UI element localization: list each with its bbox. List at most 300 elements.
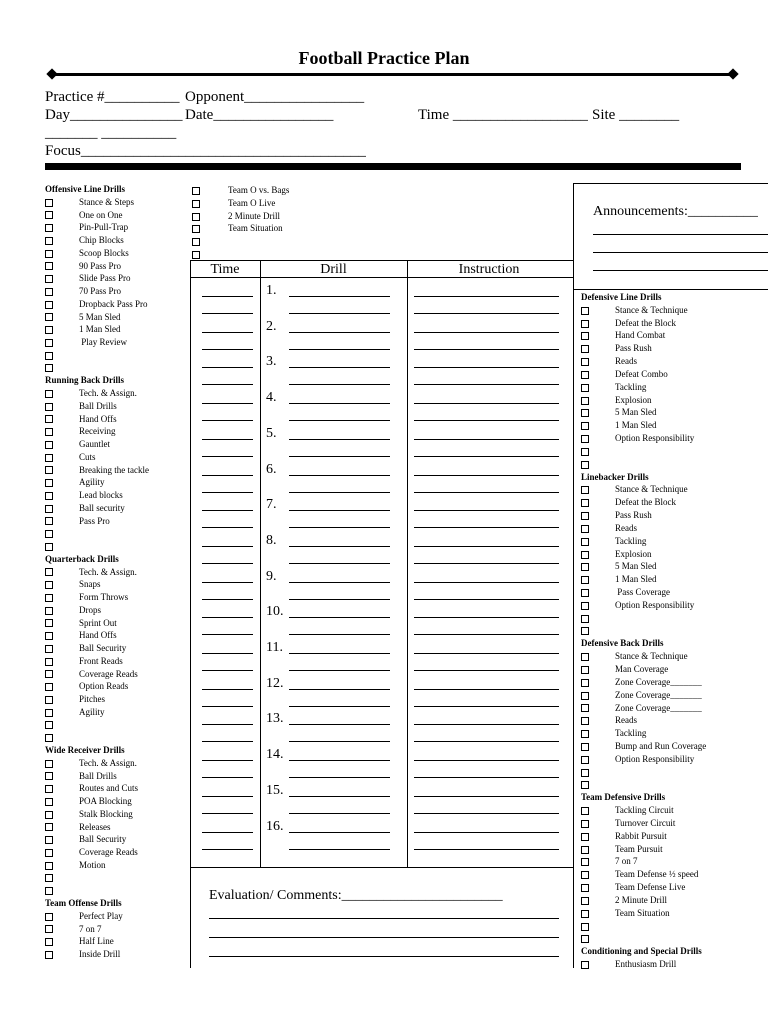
drill-item[interactable]	[45, 935, 190, 948]
drill-entry-line[interactable]	[289, 420, 390, 421]
time-entry-line[interactable]	[202, 510, 253, 511]
drill-item[interactable]	[45, 948, 190, 961]
drill-item[interactable]	[581, 650, 768, 663]
drill-entry-line[interactable]	[289, 741, 390, 742]
checkbox-icon[interactable]	[581, 743, 589, 751]
instruction-entry-line[interactable]	[414, 420, 559, 421]
drill-item[interactable]	[581, 663, 768, 676]
checkbox-icon[interactable]	[45, 785, 53, 793]
instruction-entry-line[interactable]	[414, 367, 559, 368]
day-field[interactable]: Day_______________	[45, 107, 183, 123]
practice-number-field[interactable]: Practice #__________	[45, 89, 180, 105]
checkbox-icon[interactable]	[581, 935, 589, 943]
checkbox-icon[interactable]	[581, 846, 589, 854]
checkbox-icon[interactable]	[581, 615, 589, 623]
drill-item[interactable]	[581, 920, 768, 933]
drill-item[interactable]	[581, 419, 768, 432]
drill-item[interactable]	[45, 260, 190, 273]
checkbox-icon[interactable]	[581, 422, 589, 430]
checkbox-icon[interactable]	[45, 339, 53, 347]
checkbox-icon[interactable]	[581, 576, 589, 584]
checkbox-icon[interactable]	[581, 358, 589, 366]
time-entry-line[interactable]	[202, 760, 253, 761]
checkbox-icon[interactable]	[581, 781, 589, 789]
drill-item[interactable]	[45, 209, 190, 222]
drill-item[interactable]	[45, 540, 190, 553]
checkbox-icon[interactable]	[45, 237, 53, 245]
drill-entry-line[interactable]	[289, 832, 390, 833]
drill-entry-line[interactable]	[289, 332, 390, 333]
drill-item[interactable]	[581, 689, 768, 702]
checkbox-icon[interactable]	[45, 734, 53, 742]
drill-item[interactable]	[581, 445, 768, 458]
checkbox-icon[interactable]	[45, 951, 53, 959]
drill-item[interactable]	[45, 923, 190, 936]
instruction-entry-line[interactable]	[414, 475, 559, 476]
drill-entry-line[interactable]	[289, 634, 390, 635]
instruction-entry-line[interactable]	[414, 582, 559, 583]
drill-item[interactable]	[581, 548, 768, 561]
drill-item[interactable]	[45, 668, 190, 681]
checkbox-icon[interactable]	[581, 627, 589, 635]
drill-item[interactable]	[581, 432, 768, 445]
time-entry-line[interactable]	[202, 617, 253, 618]
instruction-entry-line[interactable]	[414, 634, 559, 635]
drill-entry-line[interactable]	[289, 510, 390, 511]
checkbox-icon[interactable]	[581, 602, 589, 610]
checkbox-icon[interactable]	[45, 619, 53, 627]
drill-item[interactable]	[45, 196, 190, 209]
drill-item[interactable]	[581, 740, 768, 753]
drill-item[interactable]	[45, 336, 190, 349]
drill-item[interactable]	[45, 221, 190, 234]
drill-item[interactable]	[45, 770, 190, 783]
drill-item[interactable]	[581, 843, 768, 856]
checkbox-icon[interactable]	[45, 887, 53, 895]
time-entry-line[interactable]	[202, 367, 253, 368]
drill-item[interactable]	[45, 323, 190, 336]
checkbox-icon[interactable]	[581, 448, 589, 456]
drill-item[interactable]	[581, 586, 768, 599]
checkbox-icon[interactable]	[581, 923, 589, 931]
instruction-entry-line[interactable]	[414, 403, 559, 404]
drill-item[interactable]	[581, 958, 768, 971]
drill-item[interactable]	[192, 197, 342, 210]
drill-item[interactable]	[45, 413, 190, 426]
announce-line-3[interactable]	[593, 270, 768, 271]
drill-item[interactable]	[192, 222, 342, 235]
drill-item[interactable]	[45, 719, 190, 732]
drill-item[interactable]	[581, 355, 768, 368]
drill-entry-line[interactable]	[289, 777, 390, 778]
drill-item[interactable]	[581, 766, 768, 779]
time-entry-line[interactable]	[202, 599, 253, 600]
checkbox-icon[interactable]	[45, 530, 53, 538]
checkbox-icon[interactable]	[581, 897, 589, 905]
checkbox-icon[interactable]	[581, 858, 589, 866]
checkbox-icon[interactable]	[45, 772, 53, 780]
drill-item[interactable]	[45, 680, 190, 693]
drill-item[interactable]	[45, 846, 190, 859]
checkbox-icon[interactable]	[45, 709, 53, 717]
checkbox-icon[interactable]	[45, 479, 53, 487]
drill-item[interactable]	[581, 458, 768, 471]
drill-item[interactable]	[45, 731, 190, 744]
eval-line-1[interactable]	[209, 918, 559, 919]
drill-item[interactable]	[581, 394, 768, 407]
time-entry-line[interactable]	[202, 724, 253, 725]
checkbox-icon[interactable]	[45, 874, 53, 882]
drill-item[interactable]	[45, 833, 190, 846]
announce-line-2[interactable]	[593, 252, 768, 253]
drill-item[interactable]	[581, 573, 768, 586]
time-entry-line[interactable]	[202, 689, 253, 690]
checkbox-icon[interactable]	[581, 820, 589, 828]
checkbox-icon[interactable]	[45, 466, 53, 474]
time-entry-line[interactable]	[202, 653, 253, 654]
checkbox-icon[interactable]	[45, 913, 53, 921]
checkbox-icon[interactable]	[581, 538, 589, 546]
drill-item[interactable]	[581, 727, 768, 740]
instruction-entry-line[interactable]	[414, 599, 559, 600]
checkbox-icon[interactable]	[45, 683, 53, 691]
checkbox-icon[interactable]	[45, 288, 53, 296]
drill-item[interactable]	[581, 560, 768, 573]
drill-entry-line[interactable]	[289, 617, 390, 618]
drill-item[interactable]	[581, 817, 768, 830]
time-entry-line[interactable]	[202, 777, 253, 778]
checkbox-icon[interactable]	[45, 403, 53, 411]
instruction-entry-line[interactable]	[414, 777, 559, 778]
drill-item[interactable]	[45, 502, 190, 515]
checkbox-icon[interactable]	[45, 390, 53, 398]
instruction-entry-line[interactable]	[414, 384, 559, 385]
checkbox-icon[interactable]	[45, 364, 53, 372]
drill-item[interactable]	[45, 527, 190, 540]
checkbox-icon[interactable]	[581, 525, 589, 533]
drill-item[interactable]	[581, 907, 768, 920]
drill-entry-line[interactable]	[289, 456, 390, 457]
drill-item[interactable]	[45, 234, 190, 247]
drill-item[interactable]	[581, 317, 768, 330]
time-entry-line[interactable]	[202, 832, 253, 833]
drill-item[interactable]	[581, 406, 768, 419]
checkbox-icon[interactable]	[45, 836, 53, 844]
drill-item[interactable]	[581, 329, 768, 342]
drill-item[interactable]	[581, 599, 768, 612]
drill-entry-line[interactable]	[289, 313, 390, 314]
drill-item[interactable]	[581, 368, 768, 381]
checkbox-icon[interactable]	[45, 441, 53, 449]
time-entry-line[interactable]	[202, 582, 253, 583]
drill-item[interactable]	[45, 655, 190, 668]
drill-item[interactable]	[45, 298, 190, 311]
instruction-entry-line[interactable]	[414, 563, 559, 564]
drill-entry-line[interactable]	[289, 349, 390, 350]
drill-item[interactable]	[581, 522, 768, 535]
checkbox-icon[interactable]	[581, 666, 589, 674]
instruction-entry-line[interactable]	[414, 849, 559, 850]
drill-item[interactable]	[45, 451, 190, 464]
checkbox-icon[interactable]	[581, 871, 589, 879]
checkbox-icon[interactable]	[45, 938, 53, 946]
drill-item[interactable]	[581, 381, 768, 394]
checkbox-icon[interactable]	[581, 730, 589, 738]
drill-item[interactable]	[581, 612, 768, 625]
drill-entry-line[interactable]	[289, 403, 390, 404]
time-entry-line[interactable]	[202, 313, 253, 314]
time-entry-line[interactable]	[202, 439, 253, 440]
drill-entry-line[interactable]	[289, 599, 390, 600]
checkbox-icon[interactable]	[45, 568, 53, 576]
drill-item[interactable]	[192, 210, 342, 223]
time-entry-line[interactable]	[202, 563, 253, 564]
checkbox-icon[interactable]	[581, 551, 589, 559]
checkbox-icon[interactable]	[45, 326, 53, 334]
drill-item[interactable]	[581, 535, 768, 548]
drill-item[interactable]	[581, 868, 768, 881]
drill-item[interactable]	[45, 387, 190, 400]
checkbox-icon[interactable]	[581, 692, 589, 700]
checkbox-icon[interactable]	[581, 409, 589, 417]
checkbox-icon[interactable]	[581, 961, 589, 969]
drill-item[interactable]	[581, 881, 768, 894]
drill-entry-line[interactable]	[289, 670, 390, 671]
checkbox-icon[interactable]	[45, 211, 53, 219]
checkbox-icon[interactable]	[192, 225, 200, 233]
instruction-entry-line[interactable]	[414, 510, 559, 511]
instruction-entry-line[interactable]	[414, 796, 559, 797]
drill-item[interactable]	[45, 425, 190, 438]
checkbox-icon[interactable]	[45, 352, 53, 360]
checkbox-icon[interactable]	[45, 925, 53, 933]
drill-entry-line[interactable]	[289, 760, 390, 761]
checkbox-icon[interactable]	[45, 696, 53, 704]
checkbox-icon[interactable]	[45, 849, 53, 857]
checkbox-icon[interactable]	[581, 397, 589, 405]
checkbox-icon[interactable]	[192, 187, 200, 195]
instruction-entry-line[interactable]	[414, 296, 559, 297]
instruction-entry-line[interactable]	[414, 724, 559, 725]
drill-item[interactable]	[581, 342, 768, 355]
drill-entry-line[interactable]	[289, 582, 390, 583]
drill-item[interactable]	[581, 804, 768, 817]
checkbox-icon[interactable]	[581, 384, 589, 392]
drill-item[interactable]	[45, 884, 190, 897]
drill-item[interactable]	[45, 476, 190, 489]
checkbox-icon[interactable]	[45, 760, 53, 768]
checkbox-icon[interactable]	[581, 461, 589, 469]
checkbox-icon[interactable]	[45, 517, 53, 525]
drill-item[interactable]	[192, 184, 342, 197]
drill-entry-line[interactable]	[289, 439, 390, 440]
instruction-entry-line[interactable]	[414, 456, 559, 457]
drill-entry-line[interactable]	[289, 689, 390, 690]
drill-item[interactable]	[45, 782, 190, 795]
instruction-entry-line[interactable]	[414, 813, 559, 814]
checkbox-icon[interactable]	[581, 910, 589, 918]
checkbox-icon[interactable]	[192, 238, 200, 246]
time-entry-line[interactable]	[202, 634, 253, 635]
checkbox-icon[interactable]	[45, 301, 53, 309]
drill-item[interactable]	[581, 753, 768, 766]
checkbox-icon[interactable]	[581, 807, 589, 815]
instruction-entry-line[interactable]	[414, 527, 559, 528]
time-entry-line[interactable]	[202, 706, 253, 707]
drill-item[interactable]	[45, 515, 190, 528]
drill-item[interactable]	[192, 248, 342, 261]
instruction-entry-line[interactable]	[414, 706, 559, 707]
checkbox-icon[interactable]	[581, 704, 589, 712]
checkbox-icon[interactable]	[45, 415, 53, 423]
drill-item[interactable]	[581, 625, 768, 638]
drill-entry-line[interactable]	[289, 724, 390, 725]
checkbox-icon[interactable]	[45, 428, 53, 436]
drill-item[interactable]	[45, 438, 190, 451]
drill-item[interactable]	[45, 808, 190, 821]
instruction-entry-line[interactable]	[414, 653, 559, 654]
time-field[interactable]: Time __________________	[418, 107, 588, 123]
drill-entry-line[interactable]	[289, 706, 390, 707]
checkbox-icon[interactable]	[45, 492, 53, 500]
instruction-entry-line[interactable]	[414, 670, 559, 671]
drill-item[interactable]	[581, 483, 768, 496]
checkbox-icon[interactable]	[581, 717, 589, 725]
site-field[interactable]: Site ________	[592, 107, 680, 123]
checkbox-icon[interactable]	[45, 224, 53, 232]
instruction-entry-line[interactable]	[414, 313, 559, 314]
drill-item[interactable]	[45, 489, 190, 502]
drill-item[interactable]	[581, 778, 768, 791]
drill-entry-line[interactable]	[289, 796, 390, 797]
checkbox-icon[interactable]	[45, 454, 53, 462]
drill-item[interactable]	[45, 757, 190, 770]
instruction-entry-line[interactable]	[414, 546, 559, 547]
checkbox-icon[interactable]	[45, 594, 53, 602]
drill-item[interactable]	[45, 604, 190, 617]
checkbox-icon[interactable]	[45, 862, 53, 870]
checkbox-icon[interactable]	[581, 769, 589, 777]
checkbox-icon[interactable]	[45, 811, 53, 819]
drill-item[interactable]	[45, 400, 190, 413]
checkbox-icon[interactable]	[581, 589, 589, 597]
instruction-entry-line[interactable]	[414, 332, 559, 333]
instruction-entry-line[interactable]	[414, 689, 559, 690]
drill-item[interactable]	[45, 693, 190, 706]
announce-line-1[interactable]	[593, 234, 768, 235]
time-entry-line[interactable]	[202, 492, 253, 493]
checkbox-icon[interactable]	[581, 563, 589, 571]
checkbox-icon[interactable]	[581, 679, 589, 687]
checkbox-icon[interactable]	[45, 632, 53, 640]
checkbox-icon[interactable]	[581, 486, 589, 494]
drill-entry-line[interactable]	[289, 384, 390, 385]
drill-item[interactable]	[581, 496, 768, 509]
checkbox-icon[interactable]	[45, 658, 53, 666]
drill-item[interactable]	[581, 304, 768, 317]
drill-item[interactable]	[581, 830, 768, 843]
checkbox-icon[interactable]	[581, 332, 589, 340]
time-entry-line[interactable]	[202, 849, 253, 850]
drill-item[interactable]	[581, 702, 768, 715]
drill-entry-line[interactable]	[289, 296, 390, 297]
instruction-entry-line[interactable]	[414, 439, 559, 440]
instruction-entry-line[interactable]	[414, 832, 559, 833]
checkbox-icon[interactable]	[581, 833, 589, 841]
drill-item[interactable]	[45, 706, 190, 719]
time-entry-line[interactable]	[202, 384, 253, 385]
checkbox-icon[interactable]	[45, 581, 53, 589]
time-entry-line[interactable]	[202, 296, 253, 297]
checkbox-icon[interactable]	[581, 320, 589, 328]
drill-item[interactable]	[45, 859, 190, 872]
time-entry-line[interactable]	[202, 546, 253, 547]
drill-entry-line[interactable]	[289, 813, 390, 814]
checkbox-icon[interactable]	[45, 262, 53, 270]
checkbox-icon[interactable]	[45, 798, 53, 806]
instruction-entry-line[interactable]	[414, 492, 559, 493]
drill-item[interactable]	[45, 872, 190, 885]
drill-entry-line[interactable]	[289, 563, 390, 564]
time-entry-line[interactable]	[202, 796, 253, 797]
instruction-entry-line[interactable]	[414, 741, 559, 742]
checkbox-icon[interactable]	[45, 721, 53, 729]
checkbox-icon[interactable]	[581, 653, 589, 661]
drill-entry-line[interactable]	[289, 527, 390, 528]
time-entry-line[interactable]	[202, 403, 253, 404]
drill-entry-line[interactable]	[289, 546, 390, 547]
time-entry-line[interactable]	[202, 456, 253, 457]
drill-item[interactable]	[45, 617, 190, 630]
checkbox-icon[interactable]	[45, 199, 53, 207]
checkbox-icon[interactable]	[581, 499, 589, 507]
drill-item[interactable]	[581, 894, 768, 907]
drill-item[interactable]	[45, 285, 190, 298]
eval-line-2[interactable]	[209, 937, 559, 938]
drill-item[interactable]	[45, 247, 190, 260]
checkbox-icon[interactable]	[45, 607, 53, 615]
checkbox-icon[interactable]	[192, 213, 200, 221]
drill-item[interactable]	[45, 910, 190, 923]
checkbox-icon[interactable]	[581, 435, 589, 443]
checkbox-icon[interactable]	[581, 884, 589, 892]
checkbox-icon[interactable]	[45, 670, 53, 678]
drill-item[interactable]	[581, 509, 768, 522]
drill-item[interactable]	[45, 311, 190, 324]
drill-entry-line[interactable]	[289, 367, 390, 368]
checkbox-icon[interactable]	[581, 371, 589, 379]
time-entry-line[interactable]	[202, 813, 253, 814]
focus-field[interactable]: Focus______________________________________	[45, 143, 366, 159]
drill-item[interactable]	[45, 591, 190, 604]
date-field[interactable]: Date________________	[185, 107, 334, 123]
time-entry-line[interactable]	[202, 527, 253, 528]
time-entry-line[interactable]	[202, 349, 253, 350]
eval-line-3[interactable]	[209, 956, 559, 957]
checkbox-icon[interactable]	[192, 251, 200, 259]
checkbox-icon[interactable]	[581, 512, 589, 520]
drill-entry-line[interactable]	[289, 653, 390, 654]
drill-item[interactable]	[45, 464, 190, 477]
drill-item[interactable]	[581, 855, 768, 868]
checkbox-icon[interactable]	[45, 313, 53, 321]
checkbox-icon[interactable]	[45, 543, 53, 551]
checkbox-icon[interactable]	[192, 200, 200, 208]
instruction-entry-line[interactable]	[414, 760, 559, 761]
drill-item[interactable]	[45, 821, 190, 834]
checkbox-icon[interactable]	[45, 505, 53, 513]
checkbox-icon[interactable]	[45, 645, 53, 653]
